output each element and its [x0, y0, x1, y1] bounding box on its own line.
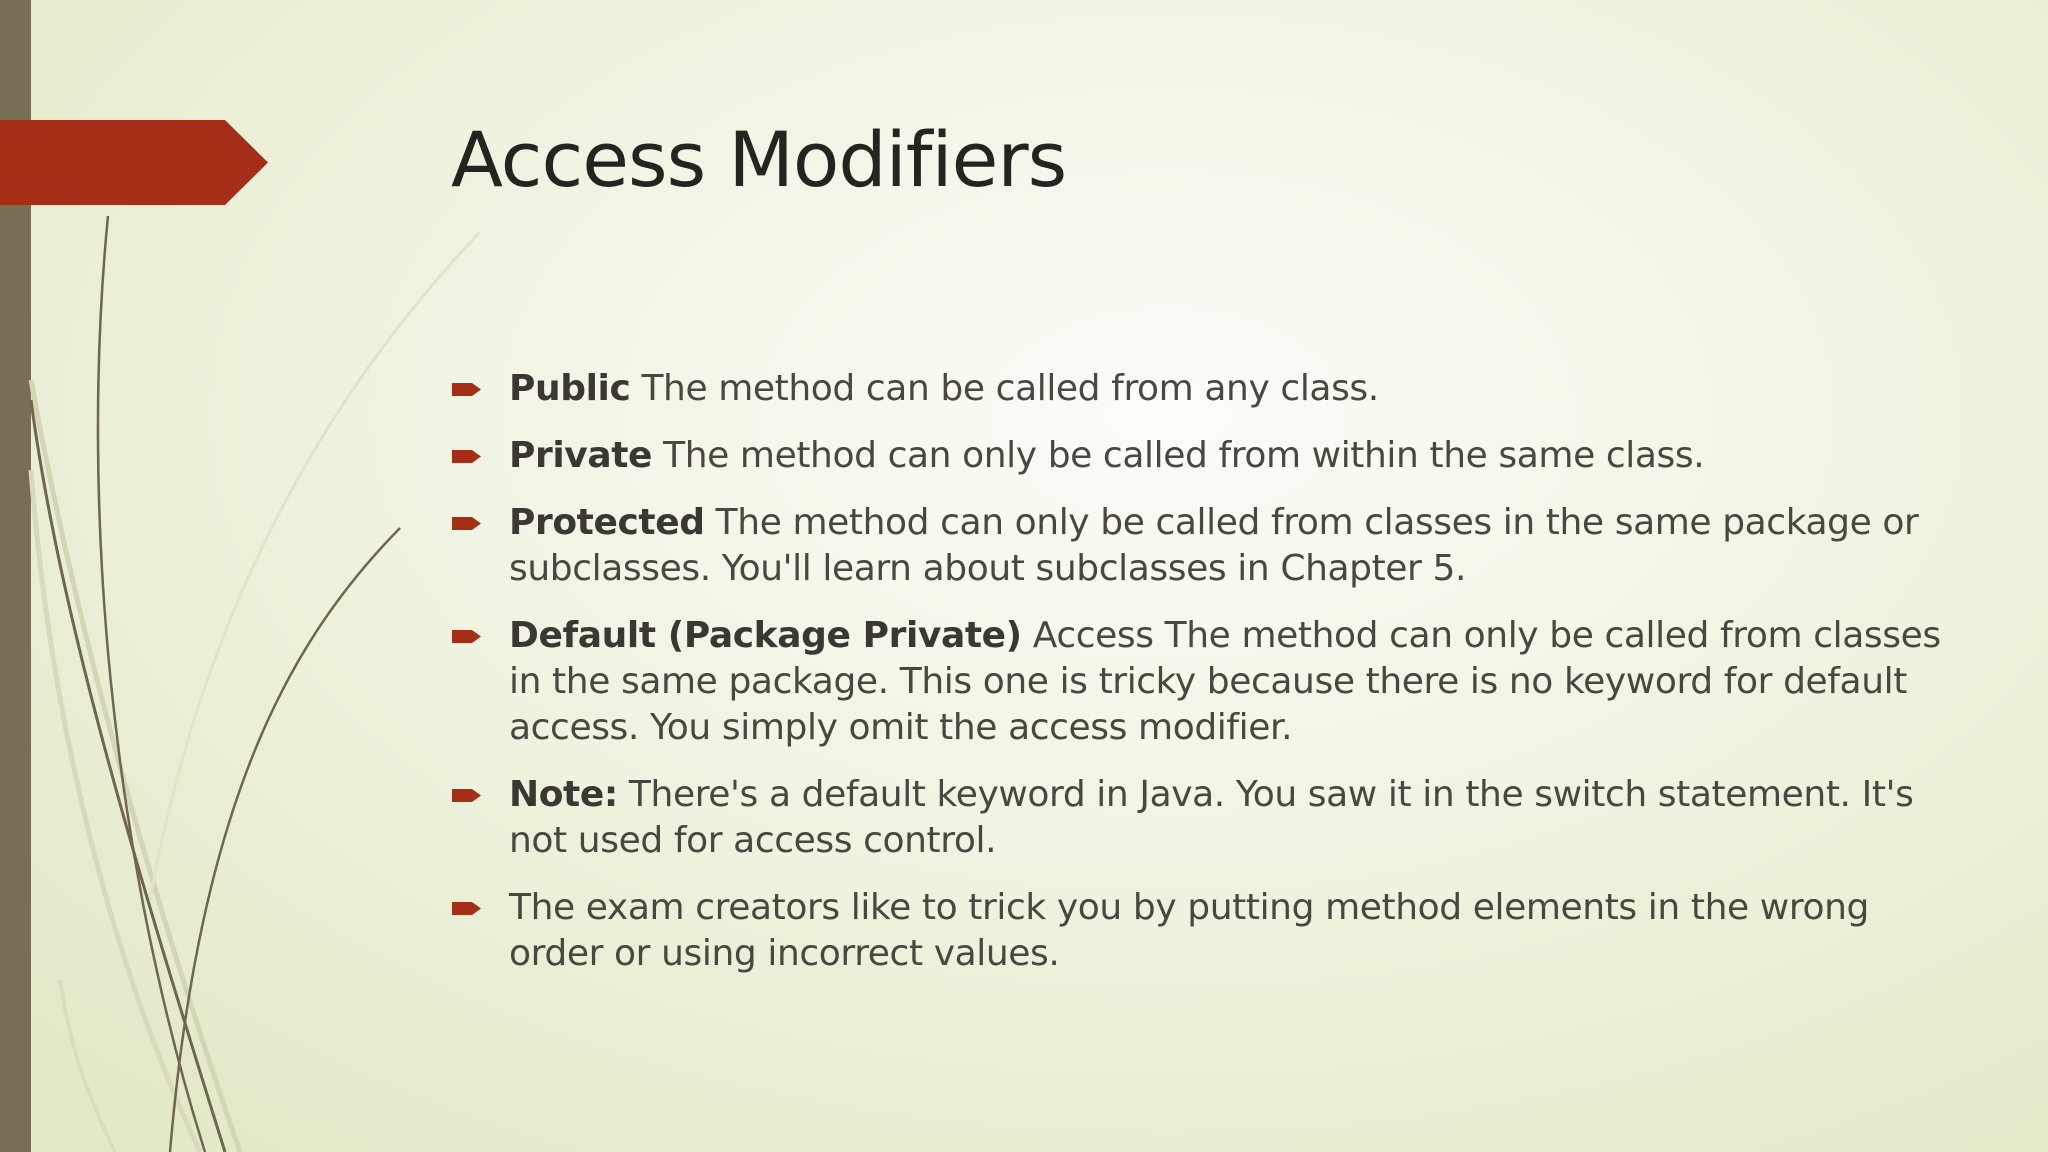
bullet-text: Access The method can only be called from classes in the same package. This one is tricky because there is no keyword for default access. You simply omit the access modifier. — [509, 615, 1941, 748]
bullet-text: There's a default keyword in Java. You saw it in the switch statement. It's not used for access control. — [509, 774, 1914, 861]
bullet-arrow-icon — [452, 515, 482, 532]
bullet-private — [452, 433, 1972, 479]
slide-title: Access Modifiers — [451, 115, 1067, 204]
bullet-public — [452, 366, 1972, 412]
bullet-exam-tip — [452, 885, 1972, 977]
bullet-arrow-icon — [452, 381, 482, 398]
bullet-note — [452, 772, 1972, 864]
bullet-text: The method can only be called from within the same class. — [652, 435, 1705, 476]
bullet-text: The exam creators like to trick you by putting method elements in the wrong order or using incorrect values. — [509, 887, 1869, 974]
bullet-arrow-icon — [452, 900, 482, 917]
bullet-arrow-icon — [452, 787, 482, 804]
bullet-arrow-icon — [452, 628, 482, 645]
bullet-term: Public — [509, 368, 631, 409]
bullet-protected — [452, 500, 1972, 592]
bullet-term: Default (Package Private) — [509, 615, 1022, 656]
bullet-arrow-icon — [452, 448, 482, 465]
bullet-list — [452, 366, 1972, 998]
bullet-text: The method can only be called from classes in the same package or subclasses. You'll learn about subclasses in Chapter 5. — [509, 502, 1919, 589]
bullet-text: The method can be called from any class. — [630, 368, 1379, 409]
bullet-default — [452, 613, 1972, 751]
bullet-term: Note: — [509, 774, 618, 815]
bullet-term: Private — [509, 435, 653, 476]
bullet-term: Protected — [509, 502, 705, 543]
title-arrow-shape — [0, 120, 268, 205]
